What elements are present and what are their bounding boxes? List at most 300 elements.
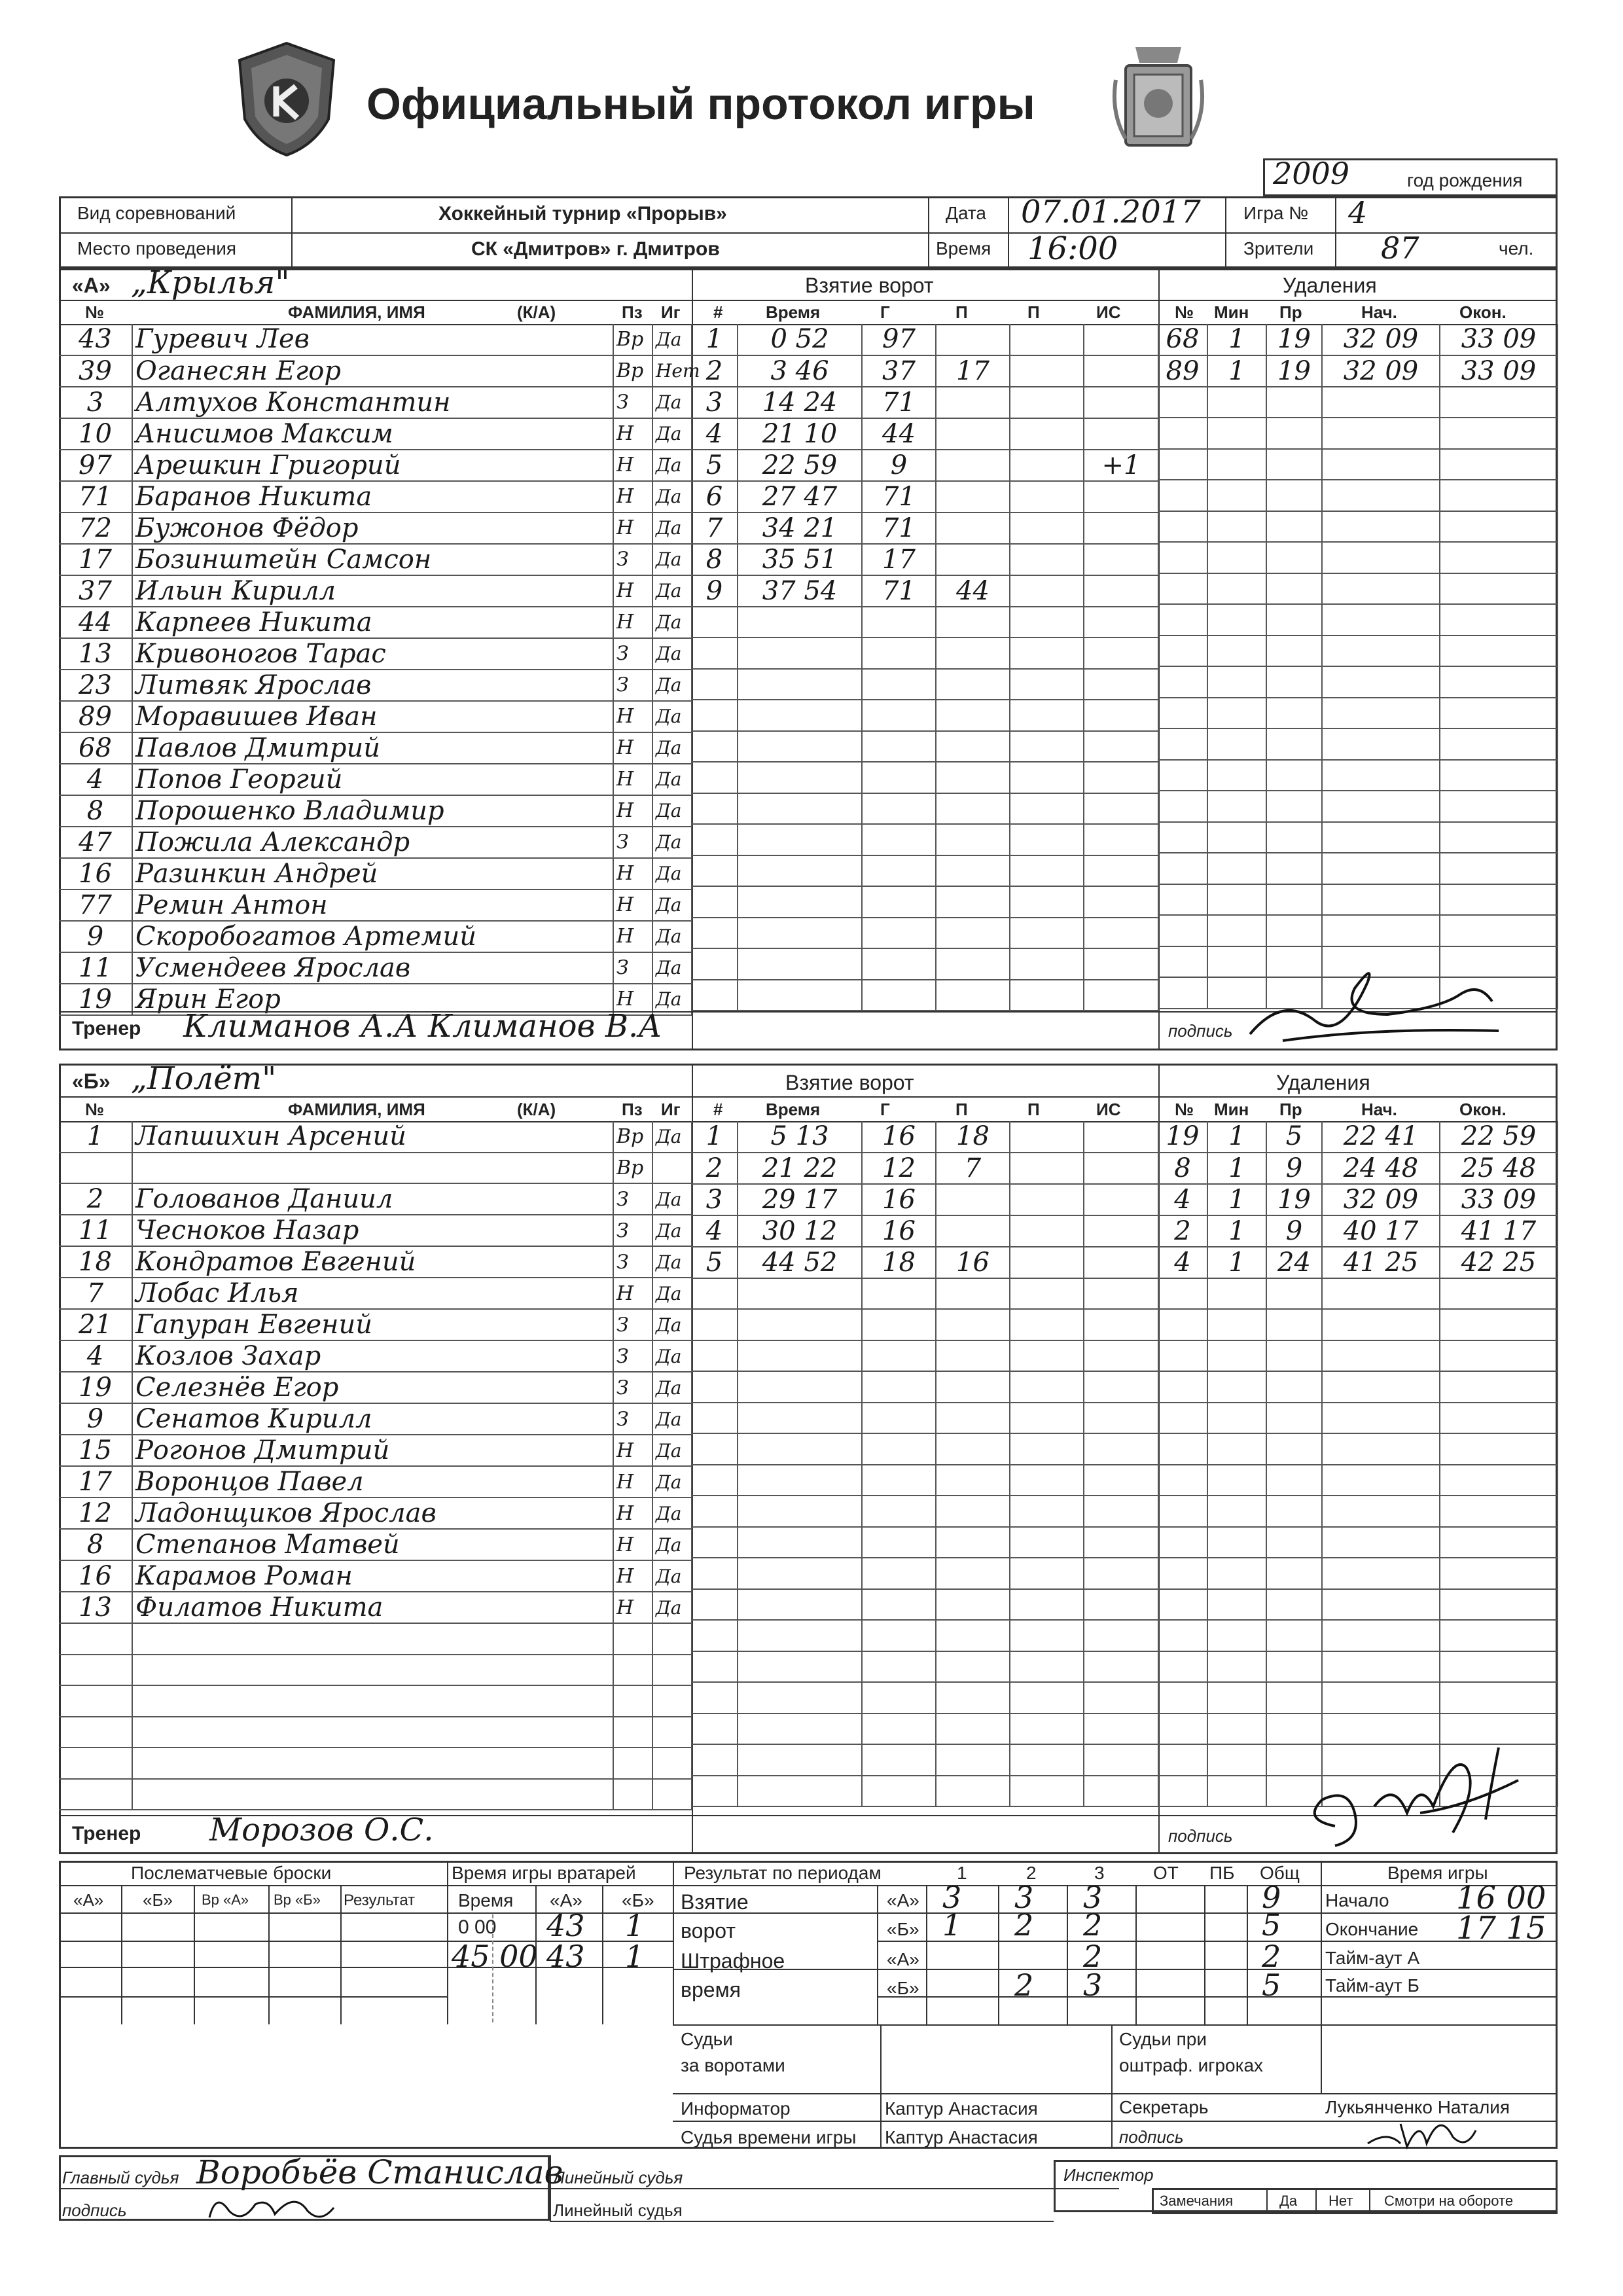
player-number: 4 (59, 764, 132, 795)
penalty-player (1158, 1433, 1207, 1465)
penalty-minutes (1207, 387, 1266, 418)
team-b-penalties (1158, 1121, 1558, 1807)
penalty-minutes: 1 (1207, 324, 1266, 355)
penalty-reason: 19 (1266, 355, 1322, 387)
gk-col-b: «Б» (622, 1890, 654, 1910)
goal-situation (1084, 1558, 1158, 1589)
penalty-reason (1266, 728, 1322, 760)
penalty-player (1158, 1371, 1207, 1403)
penalty-start: 41 25 (1322, 1247, 1440, 1278)
goal-time (738, 886, 862, 918)
player-name: Ремин Антон (132, 889, 613, 921)
player-row (59, 1748, 692, 1779)
penalty-end (1440, 884, 1558, 916)
player-position: З (613, 387, 652, 418)
goal-row (692, 886, 1158, 918)
penalty-row (1158, 1433, 1558, 1465)
player-number (59, 1779, 132, 1810)
player-name: Разинкин Андрей (132, 858, 613, 889)
penalty-player (1158, 387, 1207, 418)
penalty-end (1440, 853, 1558, 884)
player-name: Кривоногов Тарас (132, 638, 613, 670)
penalty-end: 22 59 (1440, 1121, 1558, 1153)
goal-judges-label-1: Судьи (681, 2029, 733, 2049)
penalty-player (1158, 791, 1207, 822)
venue-label: Место проведения (77, 238, 237, 259)
penalty-start (1322, 1589, 1440, 1621)
goal-scorer (862, 669, 936, 700)
player-number (59, 1655, 132, 1686)
goal-situation (1084, 824, 1158, 855)
goal-situation (1084, 1215, 1158, 1247)
col-pz-b: Пз (622, 1100, 643, 1119)
player-row (59, 1435, 692, 1466)
penalty-start (1322, 1713, 1440, 1745)
goal-row (692, 1340, 1158, 1372)
gk-col-time: Время (458, 1890, 514, 1910)
goal-scorer (862, 1371, 936, 1403)
goal-scorer (862, 918, 936, 949)
player-name (132, 1655, 613, 1686)
goal-number (692, 669, 738, 700)
penalty-start (1322, 1620, 1440, 1651)
team-a-goals-title: Взятие ворот (805, 274, 934, 297)
penalty-player (1158, 1465, 1207, 1496)
player-played (652, 1685, 692, 1717)
player-position (613, 1717, 652, 1748)
goal-assist-2 (1010, 1403, 1084, 1434)
goal-row (692, 575, 1158, 607)
goal-situation (1084, 1433, 1158, 1465)
player-name: Филатов Никита (132, 1592, 613, 1623)
penalty-row (1158, 1340, 1558, 1372)
goal-number: 4 (692, 418, 738, 450)
penalty-end (1440, 1651, 1558, 1683)
penalty-player (1158, 1527, 1207, 1558)
penalty-row (1158, 760, 1558, 791)
player-position: З (613, 1215, 652, 1246)
penalty-row (1158, 387, 1558, 418)
penalty-start (1322, 480, 1440, 511)
goal-situation (1084, 1527, 1158, 1558)
player-played: Да (652, 638, 692, 670)
player-position: З (613, 1309, 652, 1340)
penalty-end (1440, 666, 1558, 698)
penalty-end (1440, 1433, 1558, 1465)
penalty-end (1440, 449, 1558, 480)
goal-number (692, 1496, 738, 1527)
goal-assist-1 (936, 1589, 1010, 1621)
player-row (59, 450, 692, 481)
player-played: Да (652, 512, 692, 544)
penalty-row (1158, 355, 1558, 387)
goal-assist-2 (1010, 948, 1084, 980)
goal-number (692, 1340, 738, 1372)
penalty-end (1440, 791, 1558, 822)
timeout-b-label: Тайм-аут Б (1325, 1975, 1419, 1996)
player-row (59, 670, 692, 701)
goal-scorer (862, 1527, 936, 1558)
goal-scorer (862, 1651, 936, 1683)
period-1-header: 1 (957, 1863, 967, 1883)
penalty-end (1440, 636, 1558, 667)
player-number: 16 (59, 858, 132, 889)
goal-time (738, 948, 862, 980)
remarks-no[interactable]: Нет (1329, 2193, 1353, 2209)
goal-row (692, 1651, 1158, 1683)
player-number: 11 (59, 952, 132, 984)
gk-row2-a: 43 (546, 1939, 585, 1974)
player-row (59, 764, 692, 795)
goal-row (692, 669, 1158, 700)
player-played: Да (652, 1372, 692, 1403)
penalty-player (1158, 1589, 1207, 1621)
penalty-player (1158, 636, 1207, 667)
goal-time (738, 1340, 862, 1372)
remarks-yes[interactable]: Да (1279, 2193, 1298, 2209)
goal-number: 4 (692, 1215, 738, 1247)
player-played (652, 1717, 692, 1748)
col-start-b: Нач. (1361, 1100, 1397, 1119)
goal-assist-2 (1010, 355, 1084, 387)
penalty-end (1440, 573, 1558, 605)
player-position: Н (613, 607, 652, 638)
penalty-start (1322, 604, 1440, 636)
goal-scorer: 71 (862, 387, 936, 418)
gk-row2-b: 1 (625, 1939, 645, 1974)
goal-number (692, 1744, 738, 1776)
goal-assist-2 (1010, 1309, 1084, 1340)
game-time-label: Время игры (1387, 1863, 1488, 1883)
goal-situation (1084, 669, 1158, 700)
penalty-player (1158, 698, 1207, 729)
penalty-reason (1266, 511, 1322, 543)
goal-number (692, 1403, 738, 1434)
goal-assist-2 (1010, 762, 1084, 793)
player-played: Да (652, 1560, 692, 1592)
penalty-end (1440, 1309, 1558, 1340)
player-name: Анисимов Максим (132, 418, 613, 450)
player-row (59, 827, 692, 858)
goal-row (692, 1247, 1158, 1278)
period-cell-goalsA-5: 9 (1262, 1880, 1281, 1915)
col-ig-b: Иг (661, 1100, 681, 1119)
player-row (59, 1278, 692, 1309)
goal-situation (1084, 575, 1158, 607)
player-position: З (613, 1183, 652, 1215)
chief-referee-name: Воробьёв Станислав (196, 2153, 563, 2191)
player-name: Ильин Кирилл (132, 575, 613, 607)
goal-assist-2 (1010, 1371, 1084, 1403)
goal-scorer (862, 1496, 936, 1527)
player-played: Да (652, 1215, 692, 1246)
player-number: 7 (59, 1278, 132, 1309)
periods-label: Результат по периодам (684, 1863, 882, 1883)
penalty-row (1158, 1620, 1558, 1651)
player-played: Да (652, 1309, 692, 1340)
player-position: Н (613, 732, 652, 764)
goal-situation (1084, 793, 1158, 825)
penalty-end (1440, 1465, 1558, 1496)
goal-row (692, 1558, 1158, 1589)
goal-row (692, 1433, 1158, 1465)
player-row (59, 1403, 692, 1435)
penalty-minutes (1207, 1682, 1266, 1713)
col-start: Нач. (1361, 302, 1397, 322)
col-name-b: ФАМИЛИЯ, ИМЯ (288, 1100, 425, 1119)
penalty-minutes (1207, 604, 1266, 636)
goal-situation (1084, 324, 1158, 355)
team-b-tag: «Б» (72, 1069, 111, 1093)
page-title: Официальный протокол игры (366, 79, 1035, 129)
penalty-player: 2 (1158, 1215, 1207, 1247)
penalty-row (1158, 1247, 1558, 1278)
penalty-minutes (1207, 698, 1266, 729)
goal-time (738, 700, 862, 731)
player-name: Гуревич Лев (132, 324, 613, 355)
goal-row (692, 607, 1158, 638)
informer-label: Информатор (681, 2098, 791, 2119)
player-number: 17 (59, 544, 132, 575)
goal-assist-1 (936, 1371, 1010, 1403)
goal-scorer: 16 (862, 1184, 936, 1215)
player-name: Козлов Захар (132, 1340, 613, 1372)
goal-time (738, 980, 862, 1011)
period-cell-goalsA-1: 3 (1014, 1880, 1034, 1915)
penalty-minutes: 1 (1207, 1153, 1266, 1184)
goal-number (692, 948, 738, 980)
col-time: Время (766, 302, 821, 322)
player-position: З (613, 638, 652, 670)
penalty-end (1440, 1589, 1558, 1621)
penalty-start (1322, 387, 1440, 418)
team-b-sign-label: подпись (1168, 1826, 1233, 1846)
player-number (59, 1717, 132, 1748)
player-row (59, 1372, 692, 1403)
penalty-minutes (1207, 915, 1266, 946)
player-row (59, 418, 692, 450)
penalty-minutes (1207, 853, 1266, 884)
goal-number (692, 1589, 738, 1621)
goal-number (692, 1433, 738, 1465)
penalty-minutes (1207, 1278, 1266, 1310)
penalty-minutes: 1 (1207, 1215, 1266, 1247)
goal-time (738, 855, 862, 887)
goal-time (738, 731, 862, 762)
col-pr-b: Пр (1279, 1100, 1302, 1119)
goal-scorer (862, 731, 936, 762)
player-row (59, 544, 692, 575)
informer-name: Каптур Анастасия (885, 2098, 1038, 2119)
goal-assist-1 (936, 948, 1010, 980)
penalty-player (1158, 1651, 1207, 1683)
player-row (59, 921, 692, 952)
gk-time-label: Время игры вратарей (452, 1863, 636, 1883)
penalty-start: 32 09 (1322, 355, 1440, 387)
goal-number (692, 1309, 738, 1340)
goal-number: 3 (692, 1184, 738, 1215)
goal-assist-2 (1010, 1651, 1084, 1683)
goal-number (692, 886, 738, 918)
player-played: Да (652, 701, 692, 732)
penalty-start (1322, 1278, 1440, 1310)
goal-scorer: 12 (862, 1153, 936, 1184)
goal-assist-2 (1010, 1465, 1084, 1496)
player-number: 1 (59, 1121, 132, 1153)
goal-assist-1 (936, 1278, 1010, 1310)
goal-scorer (862, 1682, 936, 1713)
goal-assist-2 (1010, 1589, 1084, 1621)
goal-time (738, 1433, 862, 1465)
period-2-header: 2 (1026, 1863, 1037, 1883)
col-hash: # (713, 302, 723, 322)
goal-number: 9 (692, 575, 738, 607)
penalty-end (1440, 604, 1558, 636)
goal-assist-1 (936, 669, 1010, 700)
goal-number: 7 (692, 512, 738, 544)
player-played: Да (652, 1435, 692, 1466)
goal-number (692, 1558, 738, 1589)
team-a-penalties (1158, 324, 1558, 1009)
goal-time: 21 10 (738, 418, 862, 450)
player-number: 10 (59, 418, 132, 450)
player-position: Н (613, 795, 652, 827)
goal-scorer (862, 824, 936, 855)
shootout-col-a: «А» (73, 1890, 104, 1910)
pen-judges-label-2: оштраф. игроках (1119, 2055, 1264, 2075)
goal-row (692, 1682, 1158, 1713)
goal-assist-2 (1010, 700, 1084, 731)
player-row (59, 889, 692, 921)
col-pz: Пз (622, 302, 643, 322)
player-played: Да (652, 481, 692, 512)
goal-time (738, 1744, 862, 1776)
player-played: Да (652, 1498, 692, 1529)
team-b-goals-title: Взятие ворот (785, 1071, 914, 1094)
penalty-row (1158, 480, 1558, 511)
player-number: 9 (59, 1403, 132, 1435)
goal-assist-1 (936, 450, 1010, 481)
goal-scorer (862, 1403, 936, 1434)
penalty-reason (1266, 573, 1322, 605)
penalty-end (1440, 915, 1558, 946)
goal-assist-2 (1010, 731, 1084, 762)
penalty-player: 4 (1158, 1247, 1207, 1278)
penalty-player (1158, 573, 1207, 605)
goal-scorer: 16 (862, 1215, 936, 1247)
goal-number (692, 855, 738, 887)
period-pb-header: ПБ (1209, 1863, 1235, 1883)
player-number: 19 (59, 984, 132, 1015)
penalty-minutes (1207, 760, 1266, 791)
goal-situation (1084, 855, 1158, 887)
penalty-reason (1266, 1433, 1322, 1465)
goal-scorer: 17 (862, 544, 936, 575)
player-position: Н (613, 1529, 652, 1560)
goal-scorer (862, 1776, 936, 1807)
goal-time (738, 918, 862, 949)
goal-assist-1 (936, 544, 1010, 575)
goal-assist-2 (1010, 1153, 1084, 1184)
goal-scorer (862, 1340, 936, 1372)
pen-row-label-2: время (681, 1978, 741, 2001)
goal-scorer: 9 (862, 450, 936, 481)
goal-row (692, 1589, 1158, 1621)
penalty-row (1158, 1496, 1558, 1527)
timekeeper-label: Судья времени игры (681, 2127, 857, 2147)
player-number: 3 (59, 387, 132, 418)
penalty-minutes (1207, 1713, 1266, 1745)
row-b-goals: «Б» (887, 1919, 919, 1939)
goal-number (692, 700, 738, 731)
goal-number: 1 (692, 1121, 738, 1153)
penalty-minutes (1207, 884, 1266, 916)
player-number: 8 (59, 795, 132, 827)
player-position: Н (613, 512, 652, 544)
penalty-minutes (1207, 636, 1266, 667)
penalty-reason (1266, 418, 1322, 449)
goal-time (738, 1651, 862, 1683)
goal-assist-1 (936, 1713, 1010, 1745)
goal-row (692, 324, 1158, 355)
goal-assist-1 (936, 700, 1010, 731)
goal-situation (1084, 1309, 1158, 1340)
goal-scorer: 16 (862, 1121, 936, 1153)
player-name: Лапшихин Арсений (132, 1121, 613, 1153)
goal-assist-1 (936, 1215, 1010, 1247)
penalty-end (1440, 1620, 1558, 1651)
player-position (613, 1685, 652, 1717)
penalty-start (1322, 1496, 1440, 1527)
goal-time (738, 637, 862, 669)
player-played (652, 1153, 692, 1184)
period-cell-penA-5: 2 (1262, 1939, 1281, 1974)
goal-assist-2 (1010, 1496, 1084, 1527)
col-ig: Иг (661, 302, 681, 322)
penalty-reason (1266, 1278, 1322, 1310)
penalty-row (1158, 1558, 1558, 1589)
goal-row (692, 1744, 1158, 1776)
goal-row (692, 918, 1158, 949)
player-position: З (613, 1403, 652, 1435)
col-is-b: ИС (1096, 1100, 1121, 1119)
penalty-reason (1266, 1403, 1322, 1434)
goal-assist-1 (936, 886, 1010, 918)
player-played (652, 1623, 692, 1655)
chief-referee-signature (196, 2185, 340, 2231)
player-played: Да (652, 387, 692, 418)
penalty-minutes (1207, 1744, 1266, 1776)
player-name: Чесноков Назар (132, 1215, 613, 1246)
penalty-end: 33 09 (1440, 324, 1558, 355)
goal-situation (1084, 512, 1158, 544)
penalty-reason (1266, 542, 1322, 573)
player-name: Сенатов Кирилл (132, 1403, 613, 1435)
penalty-start (1322, 511, 1440, 543)
goal-row (692, 1153, 1158, 1184)
penalty-minutes: 1 (1207, 355, 1266, 387)
col-pen-no-b: № (1175, 1100, 1194, 1119)
team-b-coach-label: Тренер (72, 1823, 141, 1844)
player-name: Пожила Александр (132, 827, 613, 858)
goal-time (738, 607, 862, 638)
player-number: 13 (59, 638, 132, 670)
player-played: Да (652, 732, 692, 764)
player-position: Вр (613, 1121, 652, 1153)
penalty-player (1158, 915, 1207, 946)
penalty-end (1440, 1558, 1558, 1589)
goal-row (692, 700, 1158, 731)
